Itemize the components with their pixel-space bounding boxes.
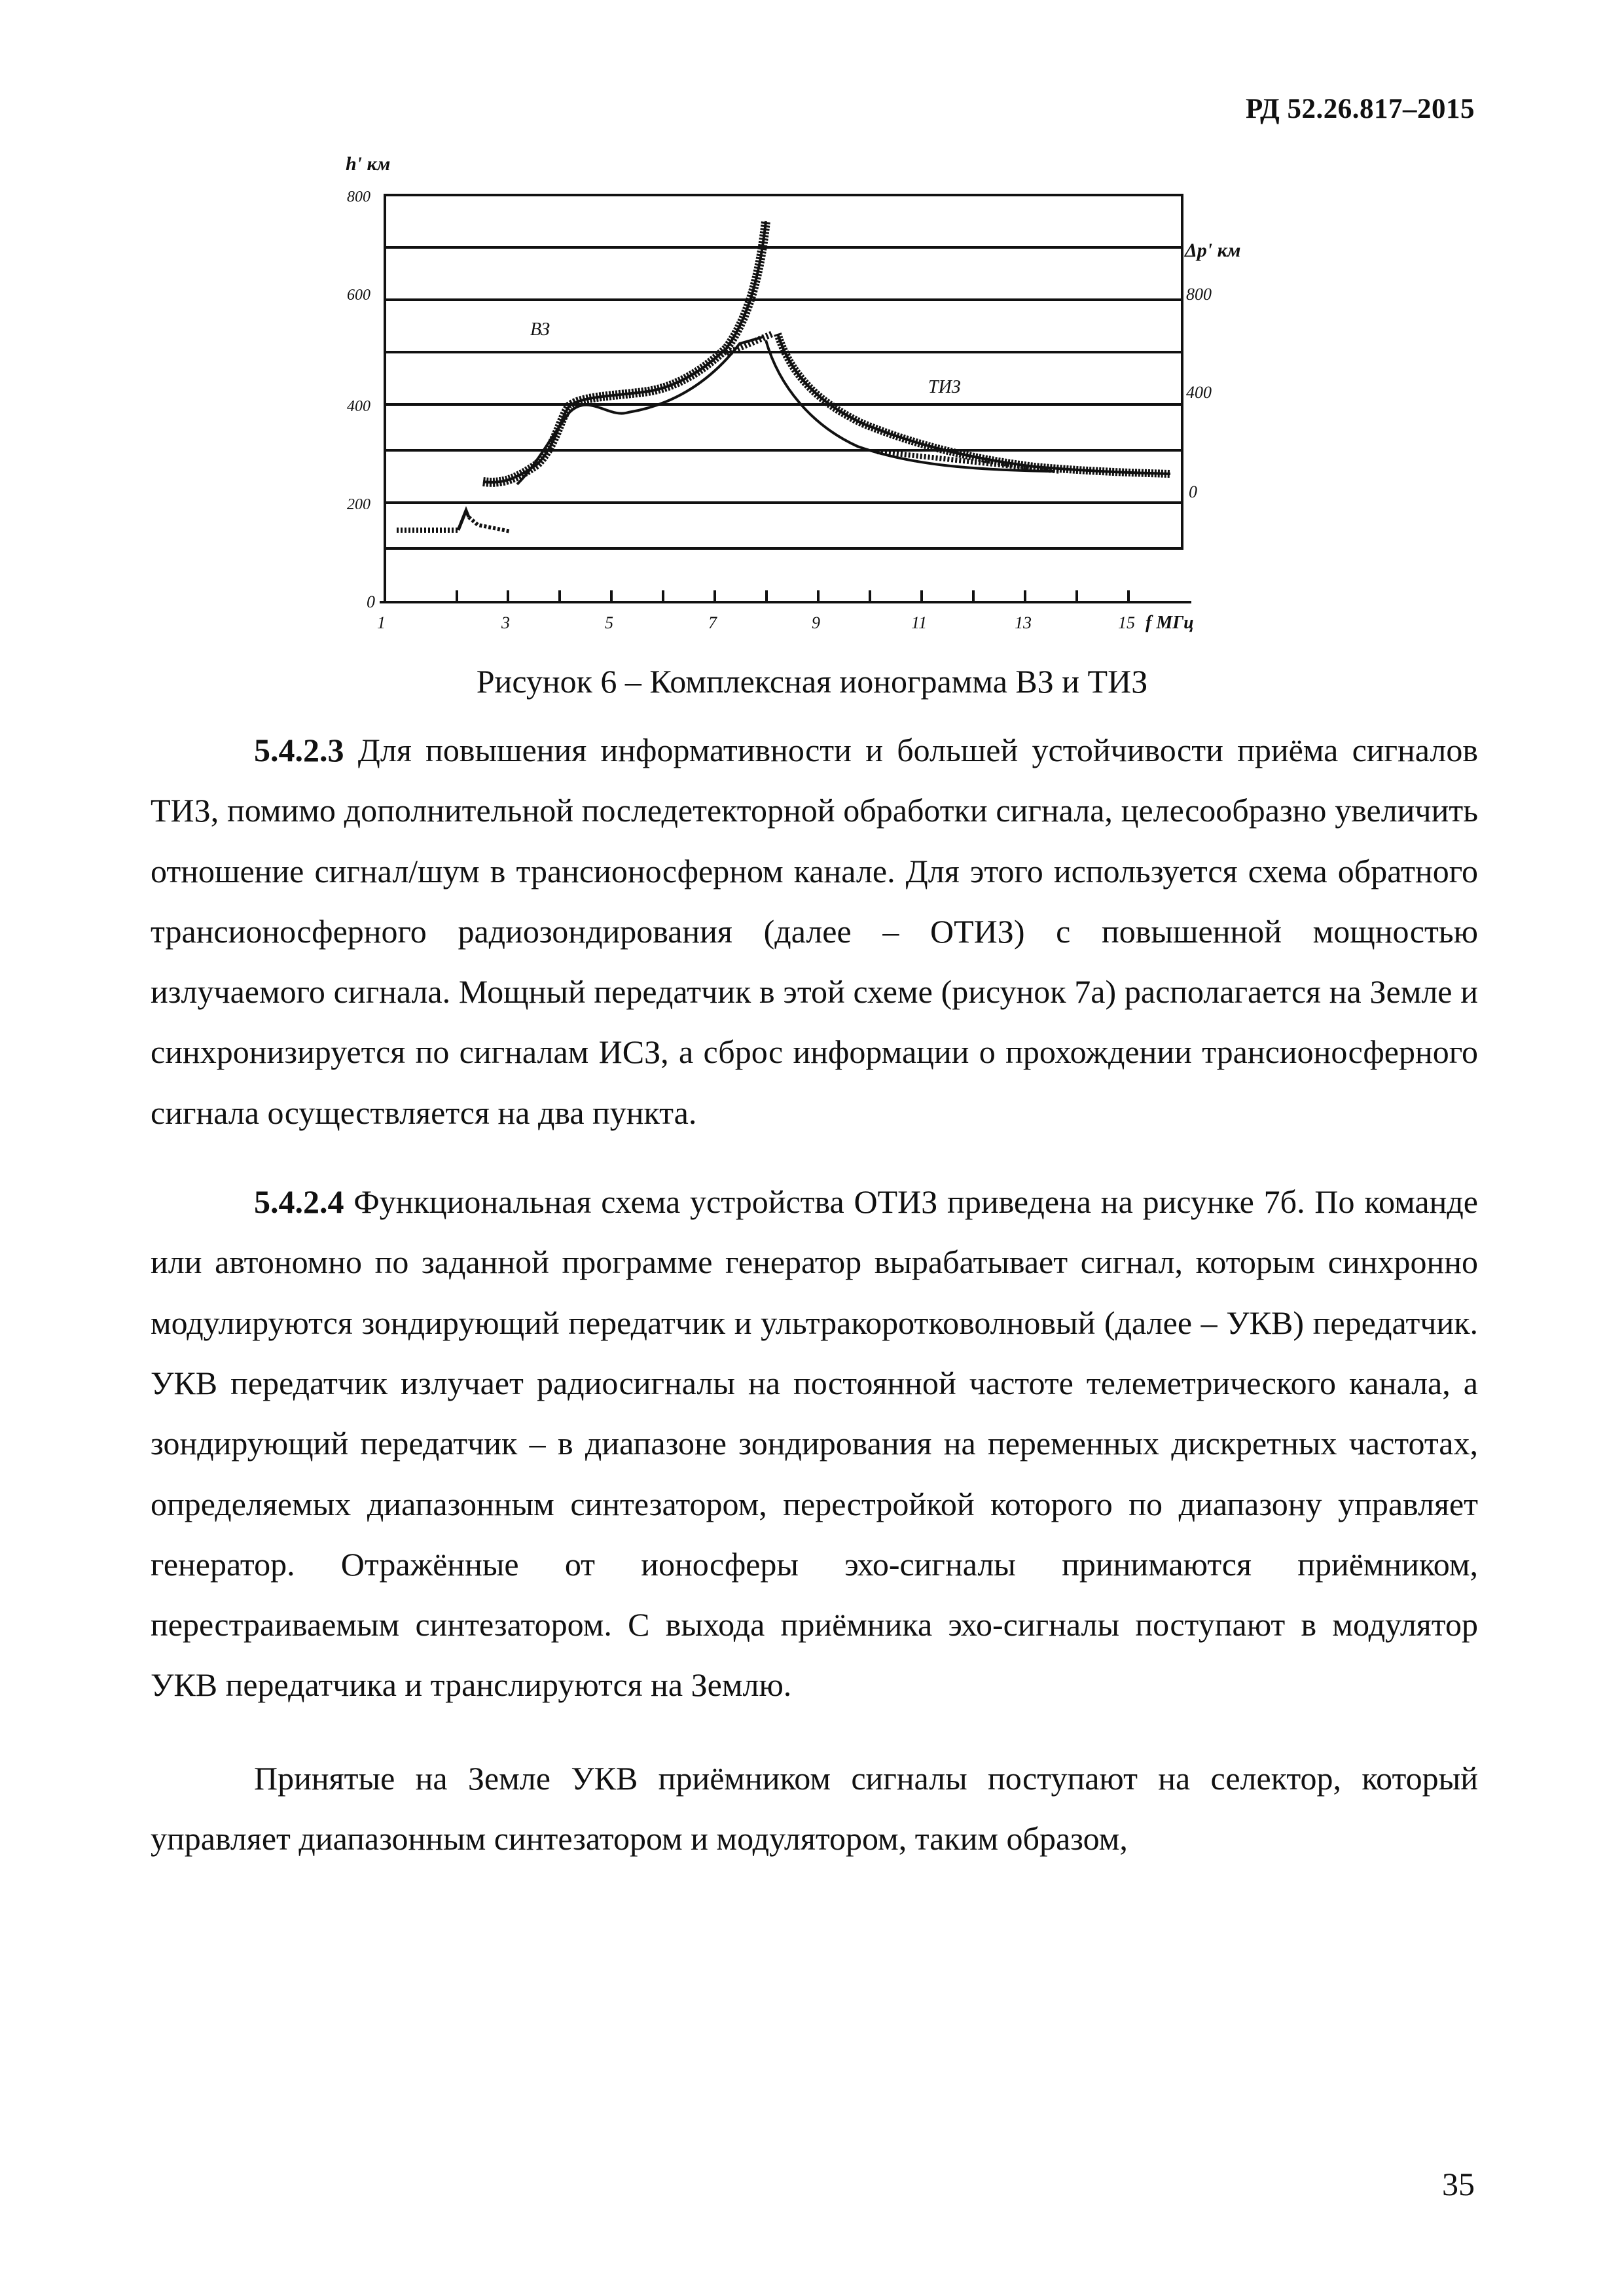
figure-caption: Рисунок 6 – Комплексная ионограмма ВЗ и ТИЗ [476, 663, 1148, 700]
left-axis-label: h' км [346, 153, 391, 175]
x-tick-label: 9 [812, 613, 820, 632]
paragraph-number: 5.4.2.3 [254, 732, 344, 768]
right-tick-label: 800 [1186, 285, 1212, 304]
vz-curves [397, 221, 772, 531]
paragraph-text: Функциональная схема устройства ОТИЗ приведена на рисунке 7б. По команде или автономно по заданной программе генератор вырабатывает сигнал, которым синхронно модулируются зондирующий передатчик и ультракоротковолновый (далее – УКВ) передатчик. УКВ передатчик излучает радиосигналы на постоянной частоте телеметрического канала, а зондирующий передатчик – в диапазоне зондирования на переменных дискретных частотах, определяемых диапазонным синтезатором, перестройкой которого по диапазону управляет генератор. Отражённые от ионосферы эхо-сигналы принимаются приёмником, перестраиваемым синтезатором. С выхода приёмника эхо-сигналы поступают в модулятор УКВ передатчика и транслируются на Землю. [151, 1183, 1478, 1704]
series-label-vz: ВЗ [530, 319, 550, 340]
document-number: РД 52.26.817–2015 [1245, 94, 1475, 124]
paragraph [151, 1172, 1478, 1715]
paragraph [151, 720, 1478, 1143]
right-tick-label: 0 [1189, 482, 1197, 501]
x-tick-label: 13 [1015, 613, 1032, 632]
left-tick-label: 200 [347, 496, 370, 513]
x-tick-label: 15 [1118, 613, 1135, 632]
right-axis-label: Δp' км [1185, 240, 1241, 261]
x-tick-label: 5 [605, 613, 613, 632]
left-tick-label: 0 [367, 592, 375, 611]
series-label-tiz: ТИЗ [928, 377, 961, 397]
left-tick-label: 400 [347, 398, 370, 415]
right-tick-label: 400 [1186, 383, 1212, 402]
paragraph [151, 1748, 1478, 1869]
page-number: 35 [1442, 2166, 1475, 2202]
x-tick-label: 1 [377, 613, 386, 632]
x-axis-label: f МГц [1146, 613, 1194, 633]
left-tick-label: 600 [347, 287, 370, 304]
paragraph-text: Принятые на Земле УКВ приёмником сигналы поступают на селектор, который управляет диапазонным синтезатором и модулятором, таким образом, [151, 1759, 1478, 1857]
x-tick-label: 11 [911, 613, 928, 632]
paragraph-number: 5.4.2.4 [254, 1183, 344, 1221]
x-tick-label: 7 [708, 613, 717, 632]
ionogram-figure [340, 144, 1303, 641]
x-tick-label: 3 [501, 613, 510, 632]
left-tick-label: 800 [347, 188, 370, 206]
paragraph-text: Для повышения информативности и большей устойчивости приёма сигналов ТИЗ, помимо дополнительной последетекторной обработки сигнала, целесообразно увеличить отношение сигнал/шум в трансионосферном канале. Для этого используется схема обратного трансионосферного радиозондирования (далее – ОТИЗ) с повышенной мощностью излучаемого сигнала. Мощный передатчик в этой схеме (рисунок 7а) располагается на Земле и синхронизируется по сигналам ИСЗ, а сброс информации о прохождении трансионосферного сигнала осуществляется на два пункта. [151, 732, 1478, 1131]
body-text [151, 720, 1478, 1869]
